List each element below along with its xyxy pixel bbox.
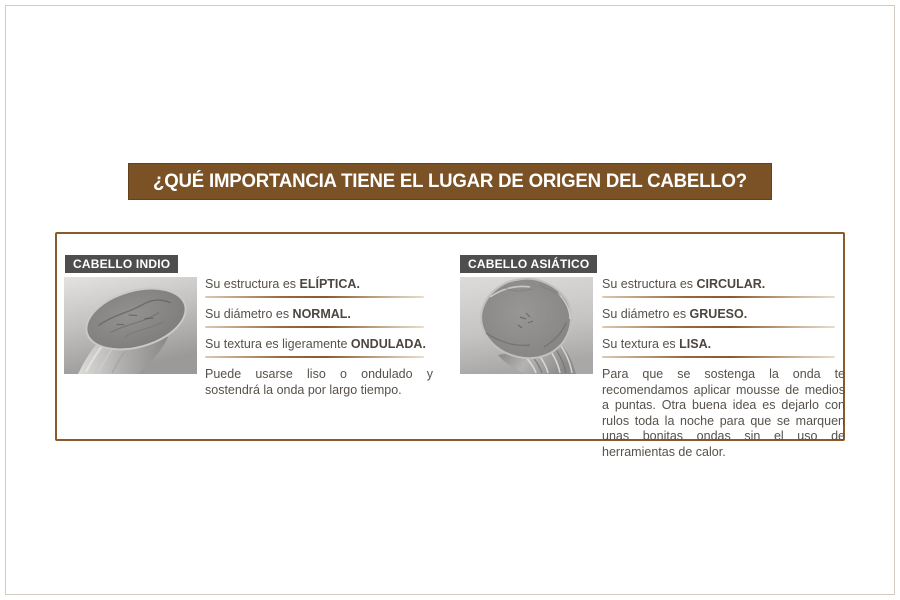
attribute-prefix: Su estructura es xyxy=(602,277,697,291)
attribute-structure xyxy=(205,277,433,291)
attribute-value: ONDULADA. xyxy=(350,337,426,351)
attribute-prefix: Su textura es ligeramente xyxy=(205,337,351,351)
attribute-separator xyxy=(205,326,424,328)
attribute-diameter xyxy=(602,307,845,321)
header-banner xyxy=(128,163,772,200)
attribute-separator xyxy=(205,356,424,358)
column-label-cabello-asiatico: CABELLO ASIÁTICO xyxy=(460,255,597,273)
attribute-texture xyxy=(602,337,845,351)
hair-cross-section-image-indio xyxy=(64,277,197,374)
note-paragraph-asiatico: Para que se sostenga la onda te recomendamos aplicar mousse de medios a puntas. Otra buena idea es dejarlo con rulos toda la noche para que se marquen unas bonitas ondas sin el uso de herramientas de calor. xyxy=(602,367,845,459)
attribute-value: GRUESO. xyxy=(689,307,748,321)
attribute-prefix: Su estructura es xyxy=(205,277,300,291)
attribute-separator xyxy=(602,326,835,328)
attribute-value: CIRCULAR. xyxy=(696,277,766,291)
attribute-separator xyxy=(205,296,424,298)
attribute-separator xyxy=(602,296,835,298)
attribute-diameter xyxy=(205,307,433,321)
attribute-structure xyxy=(602,277,845,291)
attribute-texture xyxy=(205,337,433,351)
attribute-value: LISA. xyxy=(679,337,712,351)
attribute-value: NORMAL. xyxy=(292,307,351,321)
hair-cross-section-image-asiatico xyxy=(460,277,593,374)
attribute-prefix: Su textura es xyxy=(602,337,680,351)
attributes-cabello-indio xyxy=(205,277,433,398)
attribute-value: ELÍPTICA. xyxy=(299,277,360,291)
attribute-separator xyxy=(602,356,835,358)
column-label-cabello-indio: CABELLO INDIO xyxy=(65,255,178,273)
info-panel xyxy=(55,232,845,459)
attributes-cabello-asiatico xyxy=(602,277,845,460)
note-paragraph-indio: Puede usarse liso o ondulado y sostendrá la onda por largo tiempo. xyxy=(205,367,433,397)
page-title: ¿QUÉ IMPORTANCIA TIENE EL LUGAR DE ORIGEN DEL CABELLO? xyxy=(153,170,747,192)
attribute-prefix: Su diámetro es xyxy=(602,307,690,321)
attribute-prefix: Su diámetro es xyxy=(205,307,293,321)
